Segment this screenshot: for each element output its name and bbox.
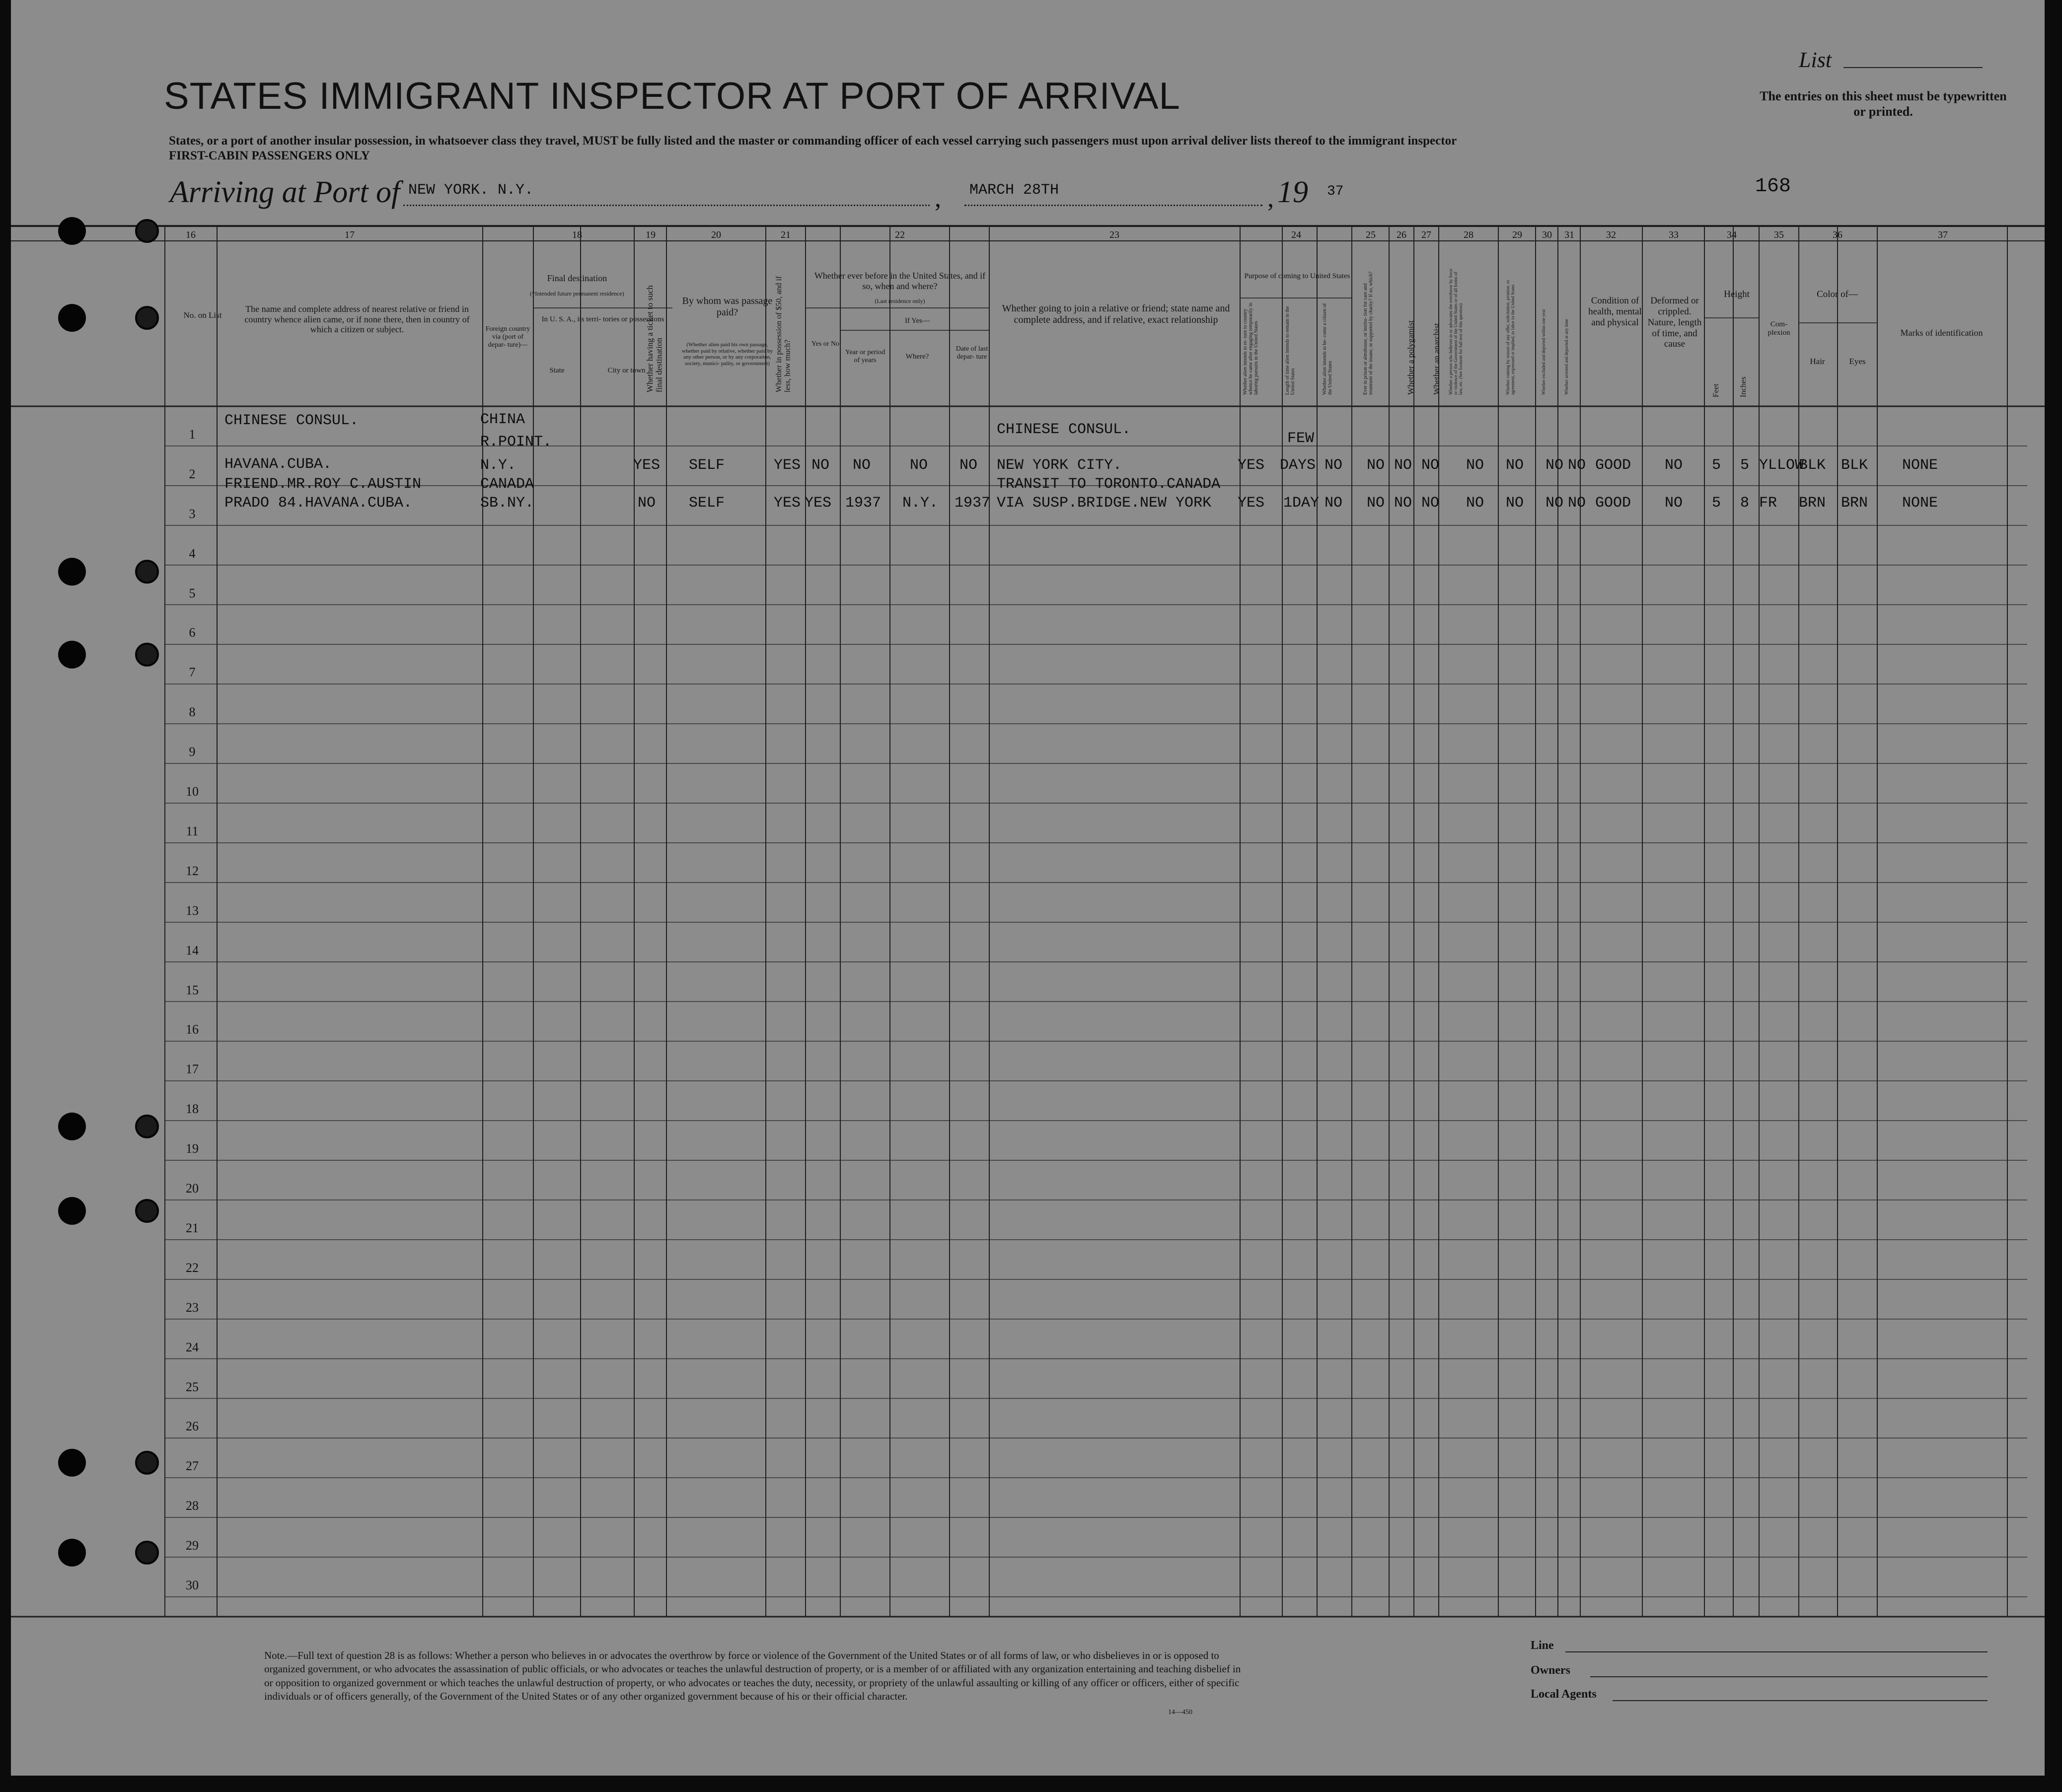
height-inches: 5	[1740, 457, 1750, 474]
page-title: STATES IMMIGRANT INSPECTOR AT PORT OF ARRIVAL	[164, 75, 1180, 117]
binder-hole	[135, 1199, 159, 1223]
header-yes-or-no: Yes or No	[811, 340, 840, 348]
arrival-date: MARCH 28TH	[969, 182, 1059, 199]
identification-marks: NONE	[1902, 495, 1938, 512]
length-of-stay-line2: DAYS	[1280, 457, 1316, 474]
binder-hole	[58, 217, 86, 245]
column-number: 16	[186, 229, 196, 240]
header-relative-address: The name and complete address of nearest relative or friend in country whence alien came, or if none there, then in country of which a citizen or subject.	[244, 304, 470, 335]
offer-labor: NO	[1506, 457, 1524, 474]
page-number: 168	[1755, 175, 1791, 198]
where: N.Y.	[902, 495, 939, 512]
where: NO	[910, 457, 928, 474]
health: GOOD	[1595, 495, 1631, 512]
header-city: City or town	[607, 367, 646, 374]
row-number: 1	[189, 427, 196, 442]
arriving-label: Arriving at Port of	[170, 175, 400, 209]
binder-hole	[58, 1539, 86, 1567]
eye-color: BRN	[1841, 495, 1868, 512]
column-number: 34	[1727, 229, 1737, 240]
header-usa: In U. S. A., its terri- tories or possessions	[541, 315, 664, 323]
row-number: 23	[186, 1300, 199, 1315]
owners-blank	[1590, 1676, 1988, 1677]
header-inches: Inches	[1739, 376, 1748, 397]
column-number: 26	[1397, 229, 1406, 240]
column-number: 31	[1564, 229, 1574, 240]
row-number: 17	[186, 1062, 199, 1077]
deformed: NO	[1665, 457, 1683, 474]
arrested: NO	[1568, 457, 1586, 474]
column-number: 17	[345, 229, 355, 240]
deformed: NO	[1665, 495, 1683, 512]
date-last-departure: 1937	[955, 495, 991, 512]
health: GOOD	[1595, 457, 1631, 474]
binder-hole	[135, 1115, 159, 1138]
header-hair: Hair	[1810, 357, 1825, 366]
list-label: List	[1799, 48, 1832, 72]
question-28: NO	[1466, 495, 1484, 512]
intends-return: YES	[1238, 495, 1265, 512]
ticket: YES	[633, 457, 661, 474]
regulation-text: States, or a port of another insular possession, in whatsoever class they travel, MUST be fully listed and the master or commanding officer of each vessel carrying such passengers must upon arrival deliver lists thereof to the immigrant inspector	[169, 134, 1457, 148]
column-number: 22	[895, 229, 905, 240]
relative-address-line2: PRADO 84.HAVANA.CUBA.	[224, 495, 413, 512]
passage-paid-by: SELF	[689, 495, 725, 512]
row-number: 24	[186, 1340, 199, 1354]
binder-hole	[58, 304, 86, 332]
identification-marks: NONE	[1902, 457, 1938, 474]
header-before-in-us: Whether ever before in the United States, and if so, when and where?	[814, 271, 986, 291]
row-number: 9	[189, 745, 196, 759]
binder-hole	[58, 1113, 86, 1140]
date-comma: ,	[1267, 184, 1274, 213]
row-number: 25	[186, 1379, 199, 1394]
binder-hole	[135, 560, 159, 584]
column-number: 35	[1774, 229, 1784, 240]
foreign-country: CANADA	[480, 476, 534, 493]
relative-address-line1: FRIEND.MR.ROY C.AUSTIN	[224, 476, 422, 493]
row-number: 10	[186, 784, 199, 799]
header-excluded: Whether excluded and deported within one year	[1541, 309, 1546, 395]
row-number: 29	[186, 1538, 199, 1553]
owners-label: Owners	[1531, 1664, 1570, 1677]
column-number: 27	[1421, 229, 1431, 240]
header-deformed: Deformed or crippled. Nature, length of time, and cause	[1647, 296, 1702, 350]
column-number: 21	[781, 229, 791, 240]
polygamist: NO	[1394, 457, 1412, 474]
header-passage-paid-sub: (Whether alien paid his own passage, whether paid by relative, whether paid by any other person, or by any corporation, society, munici- pality, or government)	[682, 342, 773, 367]
column-number: 37	[1938, 229, 1948, 240]
column-number: 24	[1291, 229, 1301, 240]
header-foreign-country: Foreign country via (port of depar- ture)—	[485, 325, 530, 349]
foreign-country: CHINA	[480, 411, 525, 428]
column-number: 36	[1833, 229, 1842, 240]
question-28-note: Note.—Full text of question 28 is as follows: Whether a person who believes in or advocates the overthrow by force or violence of the Government of the United States or of all forms of law, or who disbelieves in or is opposed to organized government, or who advocates the assassination of public officials, or who advocates or teaches the unlawful destruction of property, or is a member of or affiliated with any organization entertaining and teaching disbelief in or opposition to organized government or which teaches the unlawful destruction of property, or who advocates or teaches the duty, necessity, or propriety of the unlawful assaulting or killing of any officer or officers, either of specific individuals or of officers generally, of the Government of the United States or of any other organized government because of his or their official character.	[264, 1649, 1241, 1702]
binder-hole	[135, 1541, 159, 1565]
row-number: 4	[189, 546, 196, 561]
header-final-destination: Final destination	[547, 273, 607, 283]
header-if-yes: If Yes—	[904, 317, 930, 325]
joining-line1: CHINESE CONSUL.	[997, 421, 1131, 438]
row-number: 12	[186, 863, 199, 878]
header-anarchist: Whether an anarchist	[1432, 323, 1441, 395]
row-number: 27	[186, 1459, 199, 1474]
column-number: 23	[1109, 229, 1119, 240]
row-number: 20	[186, 1181, 199, 1196]
column-number: 32	[1606, 229, 1616, 240]
row-number: 19	[186, 1141, 199, 1156]
header-marks: Marks of identification	[1900, 328, 1983, 338]
year-period: 1937	[845, 495, 882, 512]
complexion: YLLOW	[1759, 457, 1804, 474]
anarchist: NO	[1421, 495, 1440, 512]
row-number: 16	[186, 1022, 199, 1037]
column-number: 28	[1464, 229, 1473, 240]
manifest-sheet	[11, 0, 2045, 1776]
header-offer-labor: Whether coming by reason of any offer, solicitation, promise, or agreement, expressed or implied, to labor in the United States	[1505, 280, 1515, 395]
header-intends-return: Whether alien intends to re- turn to country whence he came after engaging temporarily in laboring pursuits in the United States	[1243, 302, 1259, 395]
port-of-departure: SB.NY.	[480, 495, 534, 512]
anarchist: NO	[1421, 457, 1440, 474]
joining-line2: NEW YORK CITY.	[997, 457, 1122, 474]
intends-citizen: NO	[1325, 457, 1343, 474]
hair-color: BLK	[1799, 457, 1826, 474]
passenger-class: FIRST-CABIN PASSENGERS ONLY	[169, 149, 370, 162]
height-feet: 5	[1712, 495, 1721, 512]
agents-blank	[1613, 1700, 1988, 1701]
column-number: 20	[711, 229, 721, 240]
header-passage-paid: By whom was passage paid?	[682, 296, 773, 318]
excluded: NO	[1546, 495, 1564, 512]
column-number: 33	[1669, 229, 1679, 240]
header-height: Height	[1724, 289, 1750, 299]
intends-citizen: NO	[1325, 495, 1343, 512]
header-year-period: Year or period of years	[845, 349, 885, 365]
binder-hole	[58, 558, 86, 586]
date-dotted-line	[964, 205, 1262, 206]
row-number: 15	[186, 982, 199, 997]
joining-line2: VIA SUSP.BRIDGE.NEW YORK	[997, 495, 1212, 512]
header-feet: Feet	[1712, 383, 1720, 397]
row-number: 21	[186, 1220, 199, 1235]
header-intends-citizen: Whether alien intends to be- come a citizen of the United States	[1322, 303, 1333, 395]
port-value: NEW YORK. N.Y.	[408, 182, 534, 199]
header-ticket: Whether having a ticket to such final destination	[645, 285, 664, 392]
passage-paid-by: SELF	[689, 457, 725, 474]
form-grid	[11, 0, 2045, 1776]
row-number: 26	[186, 1419, 199, 1434]
column-number: 25	[1366, 229, 1376, 240]
form-number: 14—450	[1168, 1709, 1192, 1716]
ticket: NO	[638, 495, 656, 512]
has-fifty-dollars: YES	[774, 495, 801, 512]
row-number: 2	[189, 466, 196, 481]
before-in-us: NO	[811, 457, 830, 474]
list-number-line	[1843, 67, 1983, 68]
header-no-on-list: No. on List	[183, 310, 222, 320]
column-number: 18	[572, 229, 582, 240]
year-prefix: 19	[1277, 175, 1308, 209]
port-of-departure: R.POINT.	[480, 434, 552, 450]
column-number: 30	[1542, 229, 1552, 240]
hair-color: BRN	[1799, 495, 1826, 512]
has-fifty-dollars: YES	[774, 457, 801, 474]
row-number: 14	[186, 943, 199, 958]
year-suffix: 37	[1327, 184, 1344, 199]
binder-hole	[58, 641, 86, 669]
header-fifty-dollars: Whether in possession of $50, and if less, how much?	[775, 276, 792, 392]
line-blank	[1565, 1651, 1988, 1652]
excluded: NO	[1546, 457, 1564, 474]
prison: NO	[1367, 495, 1385, 512]
eye-color: BLK	[1841, 457, 1868, 474]
header-question-28: Whether a person who believes in or advocates the overthrow by force or violence of the Government of the United States or of all forms of law, etc. (See footnote for full text of this question)	[1448, 268, 1463, 395]
complexion: FR	[1759, 495, 1777, 512]
header-final-destination-sub: (*Intended future permanent residence)	[530, 290, 624, 297]
binder-hole	[135, 306, 159, 330]
header-health: Condition of health, mental and physical	[1588, 296, 1642, 328]
year-period: NO	[853, 457, 871, 474]
question-28: NO	[1466, 457, 1484, 474]
prison: NO	[1367, 457, 1385, 474]
header-polygamist: Whether a polygamist	[1406, 320, 1415, 395]
header-date-departure: Date of last depar- ture	[956, 345, 988, 361]
header-complexion: Com- plexion	[1767, 320, 1790, 337]
binder-hole	[135, 219, 159, 243]
header-arrested: Whether arrested and deported at any time	[1564, 319, 1569, 395]
height-inches: 8	[1740, 495, 1750, 512]
row-number: 18	[186, 1102, 199, 1117]
header-before-in-us-sub: (Last residence only)	[875, 298, 925, 304]
header-joining-relative: Whether going to join a relative or friend; state name and complete address, and if relative, exact relationship	[1002, 303, 1230, 325]
row-number: 13	[186, 903, 199, 918]
port-dotted-line	[403, 205, 930, 206]
row-number: 30	[186, 1578, 199, 1593]
column-number: 19	[646, 229, 656, 240]
column-number: 29	[1512, 229, 1522, 240]
row-number: 8	[189, 705, 196, 720]
header-state: State	[549, 367, 565, 374]
row-number: 11	[186, 823, 199, 838]
header-where: Where?	[905, 353, 929, 361]
port-comma: ,	[935, 184, 941, 213]
binder-hole	[58, 1449, 86, 1477]
row-number: 3	[189, 506, 196, 521]
intends-return: YES	[1238, 457, 1265, 474]
row-number: 28	[186, 1498, 199, 1513]
relative-address-line2: HAVANA.CUBA.	[224, 456, 332, 473]
offer-labor: NO	[1506, 495, 1524, 512]
row-number: 22	[186, 1260, 199, 1275]
date-last-departure: NO	[959, 457, 978, 474]
length-of-stay-line1: FEW	[1287, 430, 1315, 447]
before-in-us: YES	[805, 495, 832, 512]
row-number: 6	[189, 625, 196, 640]
departure-state: N.Y.	[480, 457, 516, 474]
polygamist: NO	[1394, 495, 1412, 512]
relative-address-line1: CHINESE CONSUL.	[224, 412, 359, 429]
header-purpose: Purpose of coming to United States	[1244, 272, 1350, 280]
header-color-of: Color of—	[1817, 289, 1858, 299]
header-prison: Ever in prison or almshouse, or institu- tion for care and treatment of the insane, or supported by charity? If so, which?	[1363, 271, 1374, 395]
header-length-of-stay: Length of time alien intends to remain in the United States	[1285, 306, 1296, 395]
binder-hole	[135, 1451, 159, 1475]
agents-label: Local Agents	[1531, 1688, 1597, 1701]
binder-hole	[58, 1197, 86, 1225]
height-feet: 5	[1712, 457, 1721, 474]
binder-hole	[135, 643, 159, 667]
arrested: NO	[1568, 495, 1586, 512]
length-of-stay-line2: 1DAY	[1283, 495, 1320, 512]
row-number: 7	[189, 665, 196, 680]
line-label: Line	[1531, 1639, 1554, 1652]
joining-line1: TRANSIT TO TORONTO.CANADA	[997, 476, 1221, 493]
row-number: 5	[189, 586, 196, 600]
header-eyes: Eyes	[1849, 357, 1866, 366]
typewritten-notice: The entries on this sheet must be typewritten or printed.	[1760, 89, 2007, 119]
